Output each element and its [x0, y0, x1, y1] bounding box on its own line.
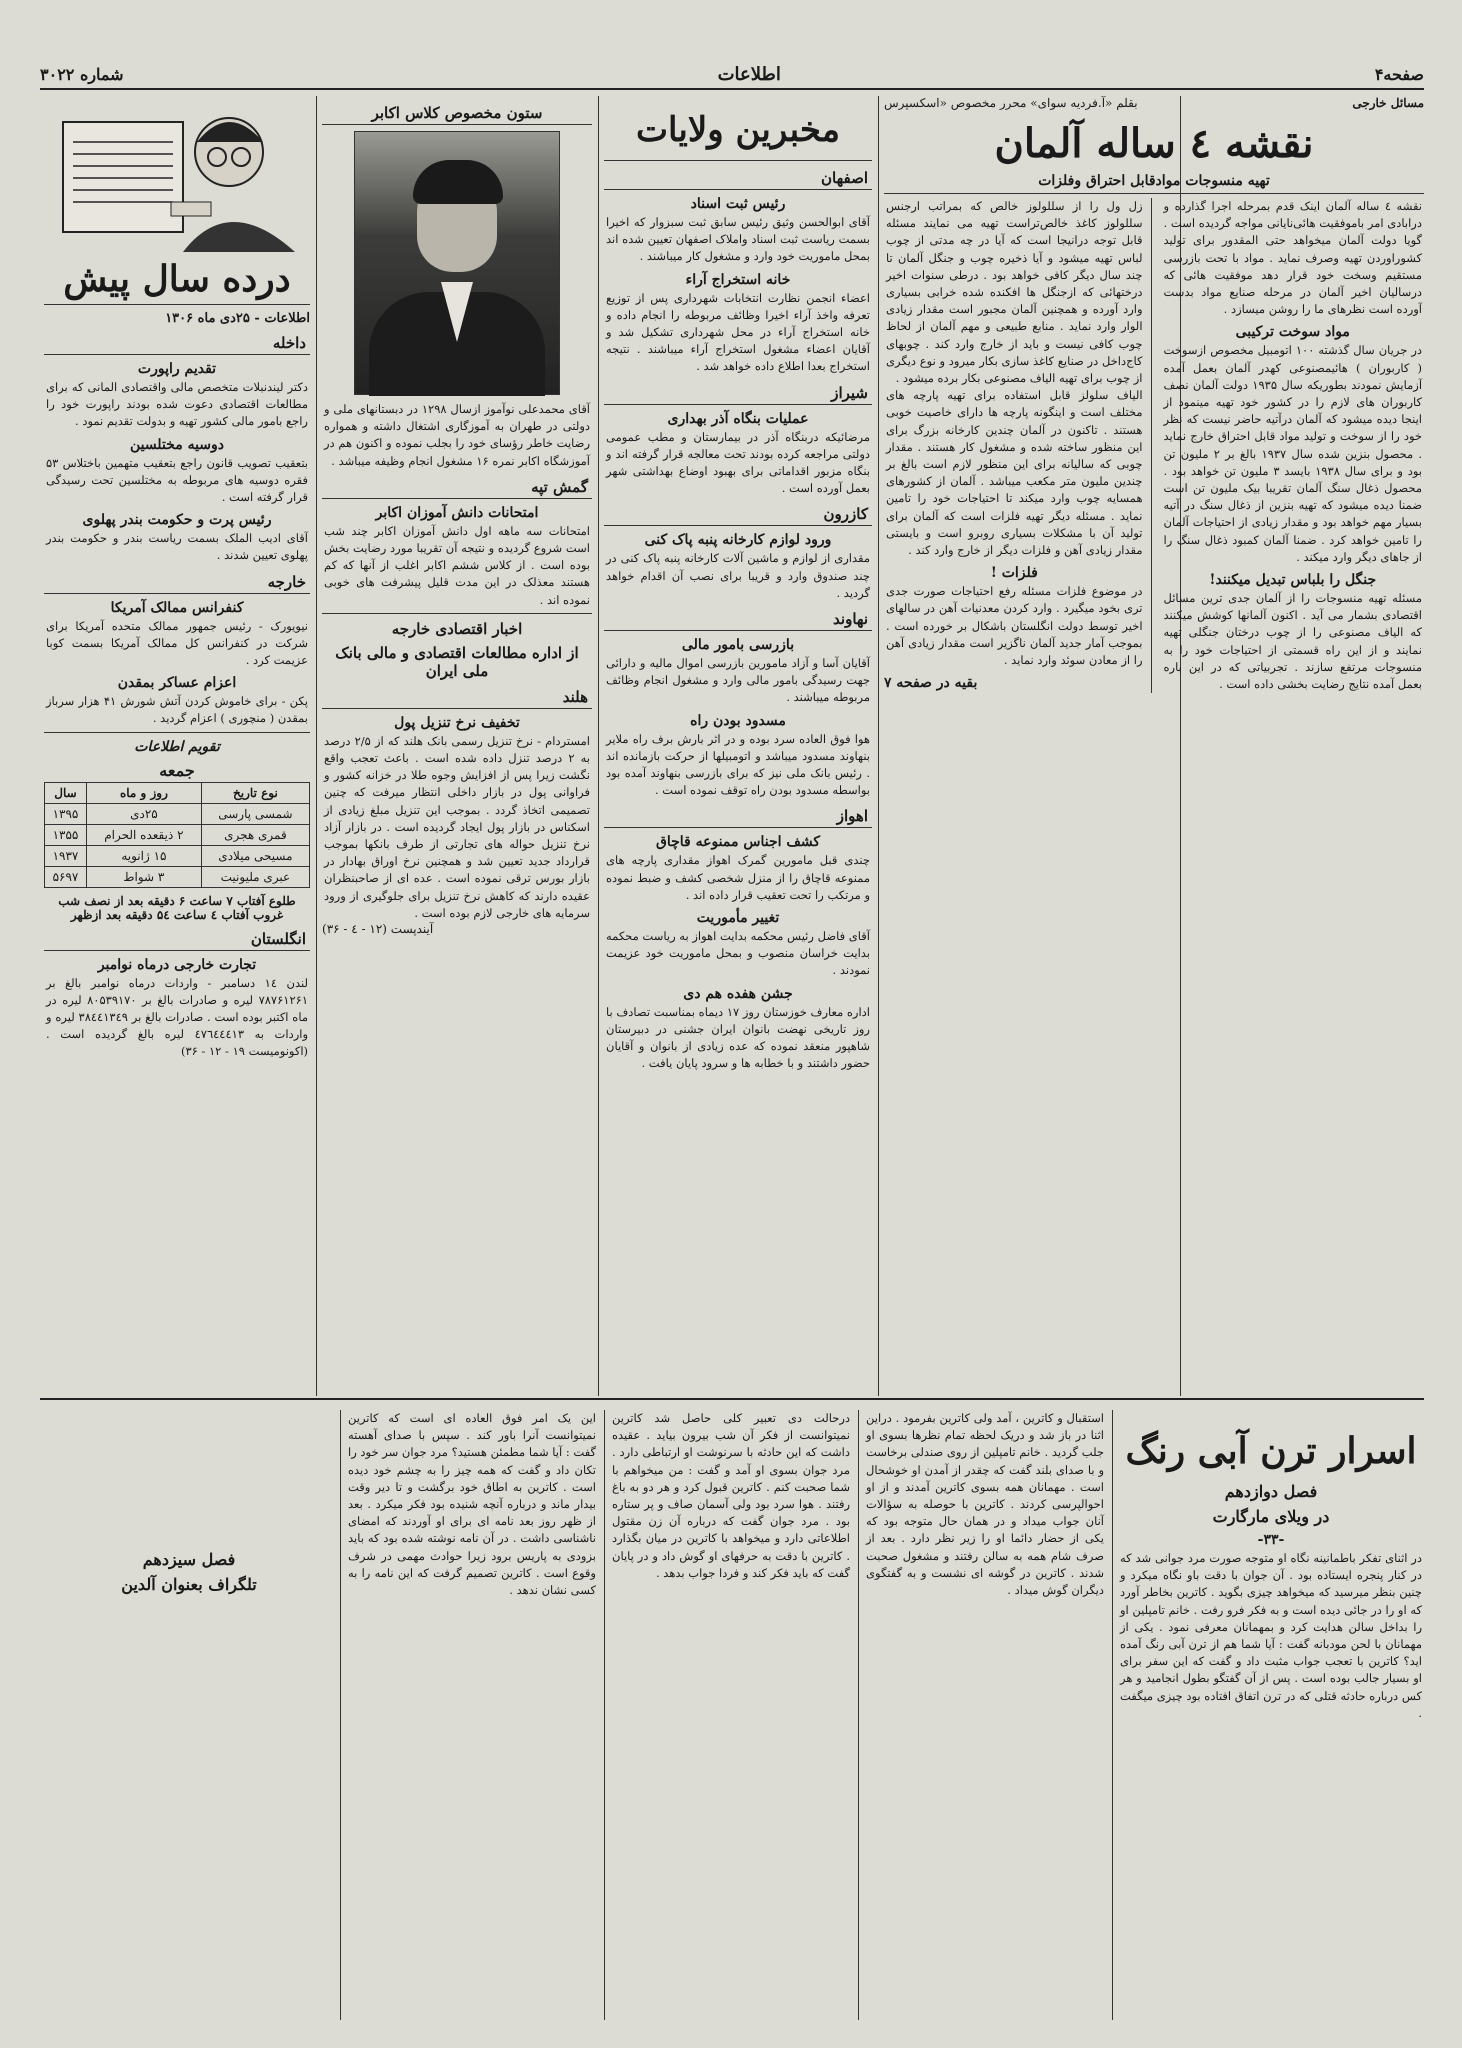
adult-class-column — [322, 96, 592, 1396]
news-body: آقای فاضل رئیس محکمه بدایت اهواز به ریاست محکمه بدایت خراسان منصوب و بمحل ماموریت خود عزیمت نمودند . — [606, 929, 870, 978]
news-headline: بازرسی بامور مالی — [681, 637, 795, 654]
calendar-row — [45, 803, 310, 824]
serial-text: استقبال و کاترین ، آمد ولی کاترین بفرمود . دراین اثنا در باز شد و دریک لحظه تمام نظرها بسوی او جلب گردید . خانم تامپلین از روی صندلی برخاست و با صدای بلند گفت که چقدر از آمدن او خوشحال است . مهمانان همه بسوی کاترین آمدند و از او احوالپرسی کردند . کاترین با حوصله به سؤالات آنان جواب میداد و در همان حال متوجه بود که یکی از حضار دائما او را زیر نظر دارد . بعد از صرف شام همه به سالن رفتند و مشغول صحبت شدند . کاترین در گوشه ای نشست و به گفتگوی دیگران گوش میداد . — [866, 1411, 1104, 1598]
serial-text: این یک امر فوق العاده ای است که کاترین نمیتوانست آنرا باور کند . سپس با صدای آهسته گفت : آیا شما مطمئن هستید؟ مرد جوان سر خود را تکان داد و گفت که همه چیز را به چشم خود دیده است . کاترین به اطاق خود برگشت و تا دیر وقت بیدار ماند و درباره آنچه شنیده بود فکر میکرد . بعد از ظهر روز بعد نامه ای برای او آوردند که امضای ناشناسی داشت . در آن نامه نوشته شده بود که باید بزودی به پاریس برود زیرا حوادث مهمی در شرف وقوع است . کاترین تصمیم گرفت که این نامه را به کسی نشان ندهد . — [348, 1411, 596, 1598]
calendar-row — [45, 824, 310, 845]
provinces-list — [604, 167, 872, 1073]
calendar-cell: قمری هجری — [201, 824, 309, 845]
place-label: هلند — [322, 686, 592, 709]
calendar-header-cell: سال — [45, 782, 87, 803]
calendar-header-cell: روز و ماه — [86, 782, 201, 803]
calendar-cell: ۱۹۳۷ — [45, 845, 87, 866]
continued-note: بقیه در صفحه ۷ — [884, 675, 978, 692]
serial-chapter: فصل دوازدهم — [1224, 1482, 1318, 1501]
ten-years-column — [44, 96, 310, 1396]
germany-col-right — [1162, 198, 1424, 693]
paragraph: الیاف سلولز قابل استفاده برای تهیه پارچه های مختلف است و اینگونه پارچه ها دارای خاصیت خوبی هستند . تاکنون در آلمان چندین کارخانه بزرگ برای این منظور ساخته شده و مشغول کار هستند . مقدار چوبی که سالیانه برای این منظور لازم است بالغ بر چندین ملیون متر مکعب میباشد . آلمان از کشورهای همسایه چوب وارد میکند تا احتیاجات خود را تامین نماید . مسئله دیگر تهیه فلزات است که آلمان برای تولید آن با مشکلات بسیاری روبرو است و بایستی مقدار زیادی آهن و فلزات دیگر از خارج وارد کند . — [886, 388, 1143, 558]
news-body: اداره معارف خوزستان روز ۱۷ دیماه بمناسبت تصادف با روز تاریخی نهضت بانوان ایران جشنی در دبیرستان شاهپور منعقد نموده که عده زیادی از بانوان و آقایان حضور داشتند و با خطابه ها و سرود پایان یافت . — [606, 1004, 870, 1071]
news-headline: جشن هفده هم دی — [683, 985, 793, 1002]
news-body: آقایان آسا و آزاد مامورین بازرسی اموال مالیه و دارائی جهت رسیدگی بامور مالی وارد و مشغول انجام وظائف مربوطه میباشند . — [606, 656, 870, 705]
province-name: اصفهان — [604, 167, 872, 190]
econ-banner: اخبار اقتصادی خارجه — [391, 619, 523, 638]
calendar-cell: مسیحی میلادی — [201, 845, 309, 866]
section-domestic: داخله — [44, 332, 310, 355]
news-body: دکتر لیندنبلات متخصص مالی واقتصادی المانی که برای مطالعات اقتصادی دعوت شده بودند راپورت خود را راجع بامور مالی کشور تهیه و بدولت تقدیم نمود . — [46, 380, 308, 429]
signoff: آیندپست (۱۲ - ٤ - ۳۶) — [322, 922, 434, 937]
paragraph: امتحانات سه ماهه اول دانش آموزان اکابر چند شب است شروع گردیده و نتیجه آن تقریبا مورد رضایت بخش بوده است . از کلاس ششم اکابر اغلب از آنها که کم هستند معذلک در این مدت قلیل پیشرفت های خوبی نموده اند . — [324, 523, 590, 607]
news-headline: کنفرانس ممالک آمریکا — [110, 599, 244, 616]
section-foreign: خارجه — [44, 571, 310, 594]
calendar-row — [45, 845, 310, 866]
paragraph: لندن ۱٤ دسامبر - واردات درماه نوامبر بالغ بر ۷۸۷۶۱۲۶۱ لیره و صادرات بالغ بر ۸۰۵۳۹۱۷۰ لیره در ماه اکتبر بوده است . صادرات بالغ بر ۳۸٤٤۱۳٤۹ لیره و واردات به ٤۷٦٤٤٤۱۳ لیره بالغ گردیده است . (اکونومیست ۱۹ - ۱۲ - ۳۶) — [46, 975, 308, 1059]
news-headline: کشف اجناس ممنوعه قاچاق — [655, 834, 821, 851]
column-banner: ستون مخصوص کلاس اکابر — [322, 102, 592, 125]
section-england: انگلستان — [44, 928, 310, 951]
serial-text: درحالت دی تعبیر کلی حاصل شد کاترین نمیتوانست از فکر آن شب بیرون بیاید . عقیده داشت که این حادثه با سرنوشت او ارتباطی دارد . مرد جوان بسوی او آمد و گفت : من میخواهم با شما صحبت کنم . کاترین قبول کرد و هر دو به باغ رفتند . هوا سرد بود ولی آسمان صاف و پر ستاره بود . مرد جوان گفت که درباره آن زن مقتول اطلاعاتی دارد و میخواهد با کاترین در میان بگذارد . کاترین با دقت به حرفهای او گوش داد و در پایان گفت که باید فکر کند و فردا جواب بدهد . — [612, 1411, 850, 1580]
news-body: اعضاء انجمن نظارت انتخابات شهرداری پس از توزیع تعرفه واخذ آراء اخیرا وظائف مربوطه را انجام داده و خانه استخراج آراء در محل شهرداری تشکیل شد و آقایان اعضاء مشغول استخراج آراء میباشند . نتیجه استخراج بعدا اطلاع داده خواهد شد . — [606, 290, 870, 374]
news-body: نیویورک - رئیس جمهور ممالک متحده آمریکا برای شرکت در کنفرانس کل ممالک آمریکا بسمت کوبا عزیمت کرد . — [46, 618, 308, 668]
news-headline: ورود لوازم کارخانه پنبه پاک کنی — [644, 532, 832, 549]
calendar-header-cell: نوع تاریخ — [201, 782, 309, 803]
subheading: تجارت خارجی درماه نوامبر — [97, 956, 257, 973]
news-headline: دوسیه مختلسین — [129, 436, 225, 453]
subheading: مواد سوخت ترکیبی — [1235, 324, 1350, 341]
news-headline: اعزام عساکر بمقدن — [117, 675, 237, 692]
serial-title-block — [1118, 1410, 1424, 2020]
subheading: جنگل را بلباس تبدیل میکنند! — [1209, 572, 1377, 589]
serial-title: اسرار ترن آبی رنگ — [1125, 1430, 1417, 1472]
province-name: کازرون — [604, 503, 872, 526]
news-body: بتعقیب تصویب قانون راجع بتعقیب متهمین باختلاس ۵۳ فقره دوسیه های مربوطه به مختلسین تحت رسیدگی قرار گرفته است . — [46, 455, 308, 505]
province-name: شیراز — [604, 382, 872, 405]
calendar-cell: ۵۶۹۷ — [45, 866, 87, 887]
germany-col-left — [884, 198, 1152, 693]
subheading: تخفیف نرخ تنزیل پول — [394, 714, 520, 731]
news-body: آقای ابوالحسن وثیق رئیس سابق ثبت سبزوار که اخیرا بسمت ریاست ثبت اسناد واملاک اصفهان تعیین شده اند بمحل ماموریت خود وارد و مشغول کار میباشند . — [606, 215, 870, 264]
news-body: هوا فوق العاده سرد بوده و در اثر بارش برف راه ملایر بنهاوند مسدود میباشد و اتومبیلها از حرکت بازمانده اند . رئیس بانک ملی نیز که برای بازرسی بنهاوند آمده بود بواسطه مسدود بودن راه توقف نموده است . — [606, 731, 870, 798]
calendar-table — [44, 782, 310, 888]
article-germany-plan — [884, 96, 1424, 1396]
news-headline: مسدود بودن راه — [690, 712, 786, 729]
serial-col-4 — [346, 1410, 598, 2020]
sunrise: طلوع آفتاب ۷ ساعت ۶ دقیقه بعد از نصف شب — [58, 893, 296, 908]
news-body: مقداری از لوازم و ماشین آلات کارخانه پنبه پاک کنی در چند صندوق وارد و قریبا برای نصب آن اقدام خواهد گردید . — [606, 551, 870, 600]
calendar-row — [45, 866, 310, 887]
provinces-title: مخبرین ولایات — [636, 110, 840, 150]
serial-chapter-2: فصل سیزدهم — [142, 1550, 236, 1569]
page-label: صفحه۴ — [1374, 64, 1424, 84]
paragraph: در موضوع فلزات مسئله رفع احتیاجات صورت جدی تری بخود میگیرد . وارد کردن معدنیات آهن در سالهای اخیر توسط دولت انگلستان باشکال بر خورده است . بموجب آمار جدید آلمان ناگزیر است مقدار زیادی آهن را از معادن سوئد وارد نماید . — [886, 584, 1143, 668]
calendar-cell: ۳ شواط — [86, 866, 201, 887]
news-headline: رئیس پرت و حکومت بندر پهلوی — [82, 512, 272, 529]
issue-number: شماره ۳۰۲۲ — [40, 64, 124, 84]
calendar-day: جمعه — [159, 760, 195, 780]
serial-subtitle-2: تلگراف بعنوان آلدین — [121, 1575, 257, 1594]
serial-subtitle: در ویلای مارگارت — [1212, 1507, 1330, 1526]
article-subtitle: تهیه منسوجات موادقابل احتراق وفلزات — [1038, 173, 1270, 189]
dateline: اطلاعات - ۲۵دی ماه ۱۳۰۶ — [165, 311, 310, 326]
sunset: غروب آفتاب ٤ ساعت ۵٤ دقیقه بعد ازظهر — [70, 907, 284, 922]
ten-years-title: درده سال پیش — [63, 258, 291, 300]
news-headline: تغییر مأموریت — [696, 910, 780, 927]
serial-text: در اثنای تفکر باطمانینه نگاه او متوجه صورت مرد جوانی شد که در کنار پنجره ایستاده بود . آن جوان با دقت باو نگاه میکرد و چنین بنظر میرسید که میخواهد چیزی بگوید . کاترین بخاطر آورد که او را در جائی دیده است و به فکر فرو رفت . خانم تامپلین او را بداخل سالن هدایت کرد و بمهمانان معرفی نمود . یکی از مهمانان با لحن مودبانه گفت : آیا شما هم از ترن آبی رنگ آمده اید؟ کاترین با تعجب جواب مثبت داد و گفت که این سفر برای او بسیار جالب بوده است . پس از آن گفتگو بطول انجامید و هر کس درباره حادثه قتلی که در ترن اتفاق افتاده بود چیزی میگفت . — [1120, 1551, 1422, 1720]
news-headline: عملیات بنگاه آذر بهداری — [667, 410, 809, 427]
domestic-news — [44, 361, 310, 565]
province-name: اهواز — [604, 805, 872, 828]
news-body: پکن - برای خاموش کردن آتش شورش ۴۱ هزار سرباز بمقدن ( منچوری ) اعزام گردید . — [46, 694, 308, 726]
photo-caption: آقای محمدعلی نوآموز ازسال ۱۲۹۸ در دبستانهای ملی و دولتی در طهران به آموزگاری اشتغال داشته و همواره رضایت خاطر رؤسای خود را بجلب نموده و اکنون هم در آموزشگاه اکابر نمره ۱۶ مشغول انجام وظیفه میباشد . — [324, 402, 591, 468]
calendar-cell: شمسی پارسی — [201, 803, 309, 824]
provinces-column — [604, 96, 872, 1396]
news-headline: خانه استخراج آراء — [685, 271, 791, 288]
province-name: نهاوند — [604, 608, 872, 631]
place-label: گمش تپه — [322, 476, 592, 499]
news-body: مرضائیکه دربنگاه آذر در بیمارستان و مطب عمومی دولتی مراجعه کرده بودند تحت معالجه قرار گرفته اند و بنگاه مزبور اقداماتی برای بهبود اوضاع بهداشتی شهر بعمل آورده است . — [606, 429, 870, 496]
calendar-cell: ۱۵ ژانویه — [86, 845, 201, 866]
reader-cartoon — [59, 102, 295, 252]
news-headline: رئیس ثبت اسناد — [690, 196, 786, 212]
news-body: آقای ادیب الملک بسمت ریاست بندر و حکومت بندر پهلوی تعیین شدند . — [46, 531, 308, 563]
news-headline: تقدیم راپورت — [137, 361, 217, 377]
calendar-cell: عبری ملیونیت — [201, 866, 309, 887]
calendar-title: تقویم اطلاعات — [134, 738, 220, 755]
paragraph: نقشه ٤ ساله آلمان اینک قدم بمرحله اجرا گذارده و درابادی امر باموفقیت هائی‌نایانی مواجه گردیده است . گویا دولت آلمان میخواهد حتی المقدور برای تولید کشوراوردن تهیه وصرف نماید . مواد با تحت بازرسی مستقیم وسخت خود قرار دهد موفقیت هائی که درسالیان اخیر آلمان در مرحله صنایع مواد بدست آورده است نظرهای ما را روشن میسازد . — [1163, 199, 1422, 317]
paragraph: امستردام - نرخ تنزیل رسمی بانک هلند که از ۲/۵ درصد به ۲ درصد تنزل داده شده است . باعث تعجب واقع نگشت زیرا پس از افزایش وجوه طلا در خزانه کشور و فراوانی پول در بازار داخلی انتظار میرفت که چنین تصمیمی اتخاذ گردد . بموجب این تنزیل مبلغ زیادی از اسکناس در بازار پول ایجاد گردیده است . در بازار آزاد نرخ تنزیل حواله های تجارتی از طرف بانکها بموجب قرارداد جدید تعیین شد و همچنین نرخ اوراق بهادار در بازار بورس ترقی نموده است . عده ای از صاحبنظران عقیده دارند که کاهش نرخ تنزیل برای جلوگیری از ورود سرمایه های خارجی لازم بوده است . — [324, 733, 590, 920]
econ-subtitle: از اداره مطالعات اقتصادی و مالی بانک ملی ایران — [335, 643, 579, 680]
news-body: چندی قبل مامورین گمرک اهواز مقداری پارچه های ممنوعه قاچاق را از منزل شخصی کشف و ضبط نموده و مرتکب را تحت تعقیب قرار داده اند . — [606, 853, 870, 902]
page-header — [40, 60, 1424, 90]
serial-number: -۳۳- — [1257, 1532, 1285, 1548]
subheading: امتحانات دانش آموزان اکابر — [375, 504, 539, 521]
foreign-news — [44, 600, 310, 728]
paragraph: زل ول را از سللولوز خالص که بمراتب ارجنس سللولوز کاغذ خالص‌تراست تهیه می نمایند مسئله قابل توجه درانیجا است که آیا در چه مدتی از چوب لباس تهیه میشود و آیا ذخیره چوب و جنگل آلمان تا چند سال دیگر کافی خواهد بود . درطی سنوات اخیر درختهائی که ازجنگل ها افکنده شده خرابی بسیاری وارد آورده و همچنین آلمان مجبور است مقدار زیادی الوار وارد نماید . منابع طبیعی و مهم آلمان از لحاظ چوب کافی نیست و باید از خارج وارد کند . چوبهای کاج‌داخل در صنایع کاغذ سازی بکار میرود و نوع دیگری از چوب برای تهیه الیاف مصنوعی بکار برده میشود . — [886, 199, 1143, 386]
serial-col-5 — [44, 1410, 334, 2020]
calendar-cell: ۲۵دی — [86, 803, 201, 824]
serial-col-3 — [610, 1410, 852, 2020]
paper-name: اطلاعات — [717, 63, 781, 85]
article-title: نقشه ٤ ساله آلمان — [994, 120, 1314, 167]
calendar-cell: ۱۳۹۵ — [45, 803, 87, 824]
subheading: فلزات ! — [990, 565, 1038, 582]
serial-col-2 — [864, 1410, 1106, 2020]
calendar-cell: ۱۳۵۵ — [45, 824, 87, 845]
section-label: مسائل خارجی — [1352, 96, 1424, 110]
portrait-photo — [354, 131, 560, 395]
byline: بقلم «آ.فردیه سوای» محرر مخصوص «اسکسپرس — [884, 96, 1138, 110]
paragraph: مسئله تهیه منسوجات را از آلمان جدی ترین مسائل اقتصادی بشمار می آید . اکنون آلمانها کوشش میکنند که الیاف مصنوعی را از چوب درختان جنگلی تهیه نمایند و از این راه قسمتی از احتیاجات خود را به منسوجات مرتفع سازند . تجربیاتی که در این باره بعمل آمده نتایج رضایت بخشی داده است . — [1163, 591, 1422, 692]
calendar-cell: ۲ ذیقعده الحرام — [86, 824, 201, 845]
paragraph: در جریان سال گذشته ۱۰۰ اتومبیل مخصوص ازسوخت ( کاربوران ) هائیمصنوعی کهدر آلمان بعمل آمده آزمایش نمودند بطوریکه سال ۱۹۳۵ دولت آلمان نصف کاربوران های لازم را در کشور خود تهیه مینمود از اینجا دیده میشود که آلمان درآتیه حاضر نیست که نظر خود را از سوخت و تولید مواد قابل احتراق خارج نماید . محصول بنزین شده سال ۱۹۳۷ بالغ بر ۲ ملیون تن بود و برای سال ۱۹۳۸ بایسد ۳ ملیون تن خواهد بود . محصول ذغال سنگ آلمان تقریبا بیک ملیون تن است ضمنا دیده میشود که تهیه بنزین از ذغال سنگ در آتیه بسیار مهم خواهد بود و مقدار زیادی از احتیاجات آلمان را تامین خواهد کرد . ضمنا آلمان کمبود ذغال سنگ را از جاهای دیگر وارد میکند . — [1163, 343, 1423, 564]
